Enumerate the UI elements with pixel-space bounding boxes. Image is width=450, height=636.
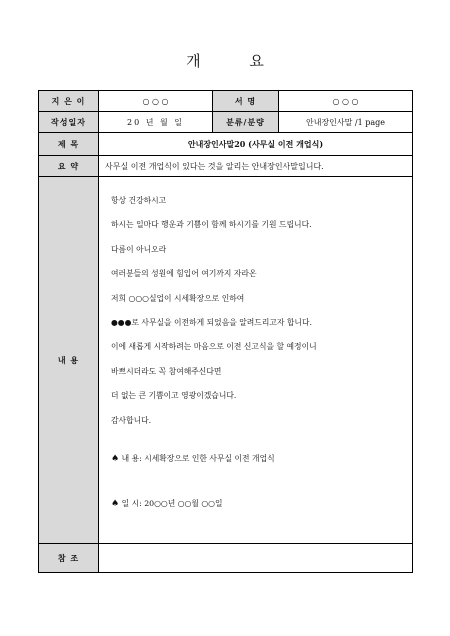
detail-content-line [111,453,400,464]
title-value: 안내장인사말20 (사무실 이전 개업식) [99,133,413,156]
content-line: 더 없는 큰 기쁨이고 영광이겠습니다. [111,391,237,401]
content-line: 저희 ○○○실업이 시세확장으로 인하여 [111,293,245,303]
content-line: 감사합니다. [111,415,152,425]
sign-value: ○ ○ ○ [279,91,413,112]
date-row [39,112,413,133]
reference-label: 참 조 [39,544,99,573]
spade-icon: ♠ [111,498,120,509]
content-body [99,177,413,544]
author-value: ○ ○ ○ [99,91,213,112]
content-line: 이에 새롭게 시작하려는 마음으로 이전 신고식을 할 예정이니 [111,342,317,352]
date-value: 20 년 월 일 [99,112,213,133]
page-title: 개 요 [186,52,286,70]
author-label: 지 은 이 [39,91,99,112]
summary-value: 사무실 이전 개업식이 있다는 것을 알리는 안내장인사말입니다. [99,156,413,177]
author-row [39,91,413,112]
detail-date-text: 일 시: 20○○년 ○○월 ○○일 [121,498,223,508]
document-form-table [38,90,413,573]
reference-value [99,544,413,573]
content-line: ●●●로 사무실을 이전하게 되었음을 알려드리고자 합니다. [111,317,312,327]
reference-row [39,544,413,573]
content-line: 하시는 일마다 행운과 기쁨이 함께 하시기를 기원 드립니다. [111,220,312,230]
content-line: 여러분들의 성원에 힘입어 여기까지 자라온 [111,269,257,279]
content-row [39,177,413,544]
summary-row [39,156,413,177]
category-value: 안내장인사말 /1 page [279,112,413,133]
spade-icon: ♠ [111,453,120,464]
title-label: 제 목 [39,133,99,156]
content-label: 내 용 [39,177,99,544]
content-line: 항상 건강하시고 [111,196,167,205]
content-line: 바쁘시더라도 꼭 참여해주신다면 [111,366,222,376]
content-line: 다름이 아니오라 [111,244,167,254]
detail-content-text: 내 용: 시세확장으로 인한 사무실 이전 개업식 [121,453,275,463]
category-label: 분류/분량 [213,112,279,133]
sign-label: 서 명 [213,91,279,112]
date-label: 작성일자 [39,112,99,133]
summary-label: 요 약 [39,156,99,177]
detail-date-line [111,498,400,509]
title-row [39,133,413,156]
